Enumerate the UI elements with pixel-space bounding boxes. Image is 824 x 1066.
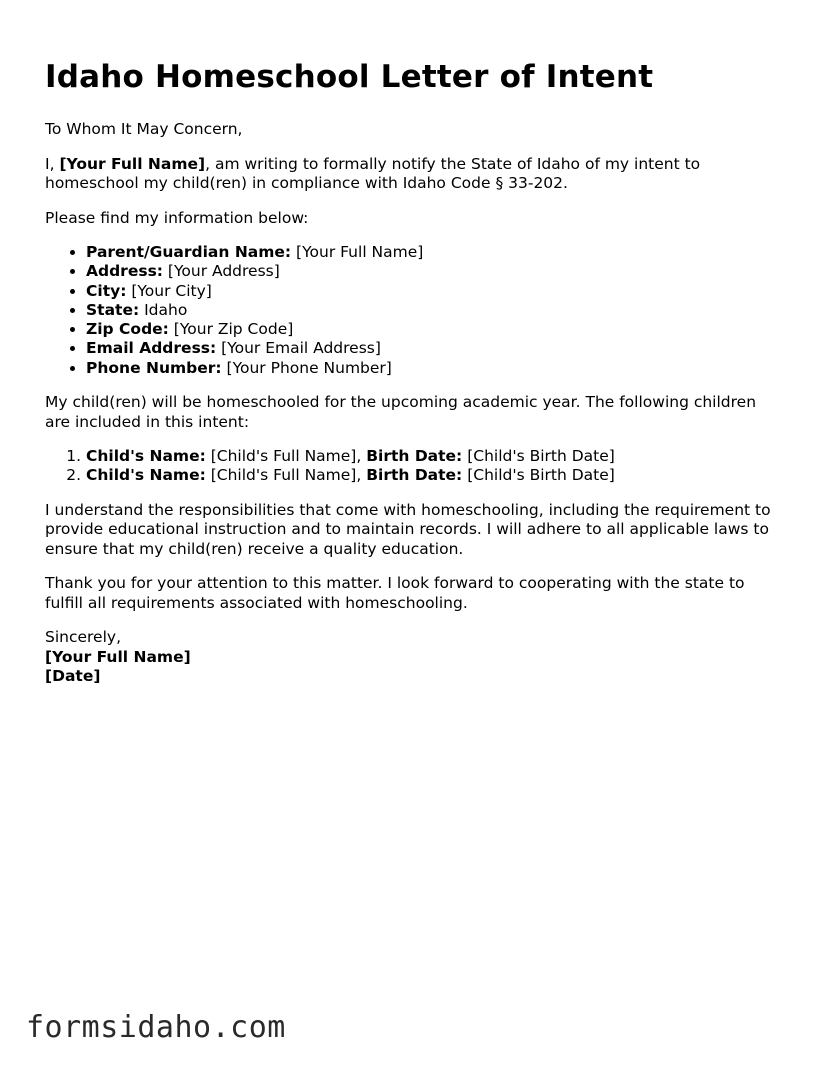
- list-item: [86, 339, 785, 358]
- info-value: [Your Address]: [163, 262, 280, 281]
- info-value: [Your City]: [126, 281, 212, 300]
- info-label: City:: [86, 281, 127, 300]
- info-label: State:: [86, 300, 140, 319]
- info-lead: Please find my information below:: [45, 208, 309, 227]
- salutation: To Whom It May Concern,: [45, 120, 243, 138]
- birth-date-value: [Child's Birth Date]: [462, 447, 615, 466]
- children-list: [45, 447, 785, 486]
- intro-suffix: , am writing to formally notify the State of Idaho of my intent to homeschool my child(ren) in compliance with Idaho Code § 33-202.: [45, 154, 701, 192]
- list-item: [86, 447, 785, 466]
- intro-paragraph: [45, 155, 785, 194]
- list-item: [86, 262, 785, 281]
- info-label: Zip Code:: [86, 320, 169, 339]
- info-label: Phone Number:: [86, 358, 222, 377]
- list-item: [86, 301, 785, 320]
- letter-page: [45, 58, 785, 702]
- responsibility-paragraph: I understand the responsibilities that come with homeschooling, including the requirement to provide educational instruction and to maintain records. I will adhere to all applicable laws to ensure that my child(ren) receive a quality education.: [45, 500, 771, 558]
- intro-name: [Your Full Name]: [59, 154, 206, 173]
- closing-word: Sincerely,: [45, 628, 122, 647]
- child-name-value: [Child's Full Name],: [205, 466, 367, 485]
- signature-date: [Date]: [45, 667, 101, 686]
- birth-date-label: Birth Date:: [366, 466, 463, 485]
- child-name-label: Child's Name:: [86, 447, 206, 466]
- thanks-paragraph: Thank you for your attention to this matter. I look forward to cooperating with the state to fulfill all requirements associated with homeschooling.: [45, 574, 745, 612]
- children-lead: My child(ren) will be homeschooled for the upcoming academic year. The following children are included in this intent:: [45, 393, 757, 431]
- birth-date-value: [Child's Birth Date]: [462, 466, 615, 485]
- birth-date-label: Birth Date:: [366, 447, 463, 466]
- page-title: Idaho Homeschool Letter of Intent: [45, 59, 654, 95]
- info-value: [Your Phone Number]: [221, 358, 392, 377]
- info-value: [Your Zip Code]: [168, 320, 294, 339]
- info-list: [45, 243, 785, 378]
- child-name-label: Child's Name:: [86, 466, 206, 485]
- closing-block: [45, 628, 785, 687]
- list-item: [86, 466, 785, 485]
- info-label: Parent/Guardian Name:: [86, 243, 292, 261]
- footer-watermark: formsidaho.com: [26, 1010, 286, 1045]
- intro-prefix: I,: [45, 154, 60, 173]
- list-item: [86, 320, 785, 339]
- child-name-value: [Child's Full Name],: [205, 447, 367, 466]
- list-item: [86, 359, 785, 378]
- info-value: Idaho: [139, 300, 188, 319]
- signature-name: [Your Full Name]: [45, 647, 191, 666]
- info-value: [Your Full Name]: [291, 243, 424, 261]
- list-item: [86, 282, 785, 301]
- list-item: [86, 243, 785, 262]
- info-value: [Your Email Address]: [216, 339, 381, 358]
- info-label: Address:: [86, 262, 163, 281]
- info-label: Email Address:: [86, 339, 217, 358]
